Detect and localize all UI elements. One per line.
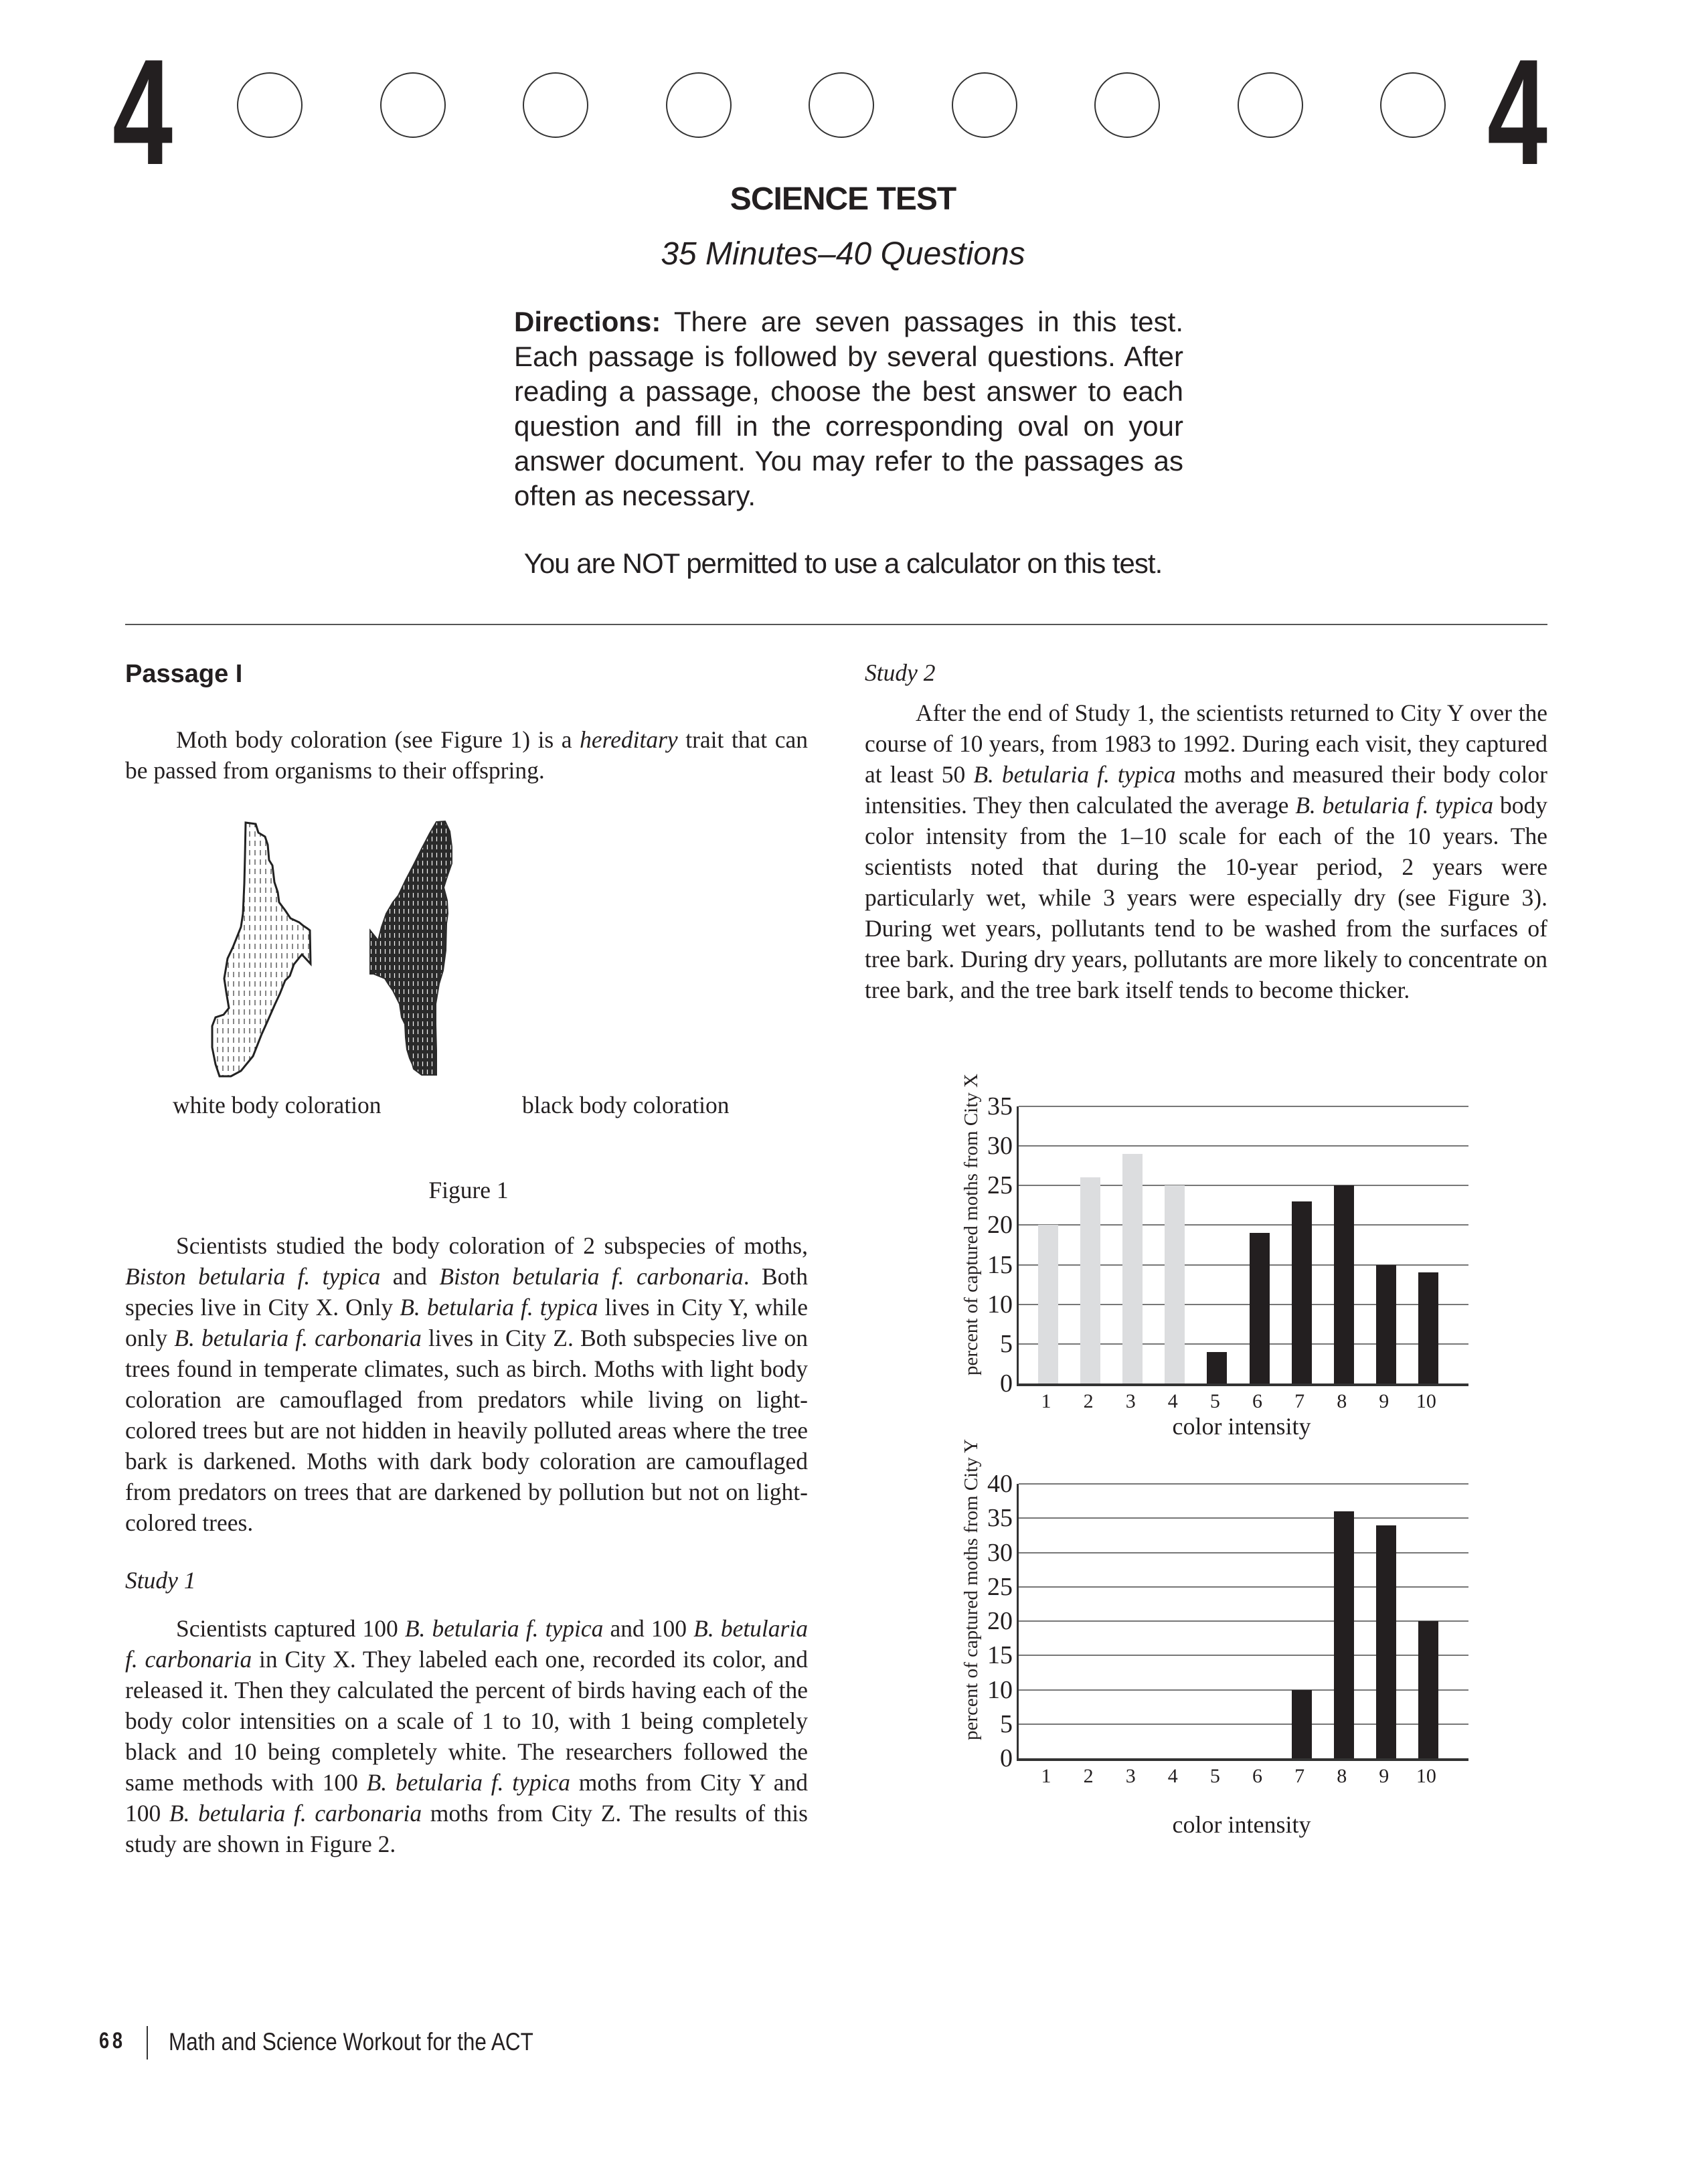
y-axis-label: percent of captured moths from City Y <box>960 1439 982 1740</box>
x-tick-label: 3 <box>1125 1765 1136 1787</box>
x-tick-label: 2 <box>1083 1390 1094 1412</box>
directions <box>514 305 1183 513</box>
page-title: SCIENCE TEST <box>730 181 956 217</box>
y-tick-label: 15 <box>987 1641 1013 1670</box>
footer-separator <box>147 2026 148 2060</box>
answer-oval-icon <box>809 72 874 138</box>
directions-text: There are seven passages in this test. Each passage is followed by several questions. After reading a passage, choose the best answer to each question and fill in the corresponding oval on your answer document. You may refer to the passages as often as necessary. <box>514 306 1183 511</box>
black-coloration-label: black body coloration <box>522 1092 730 1118</box>
x-axis-label: color intensity <box>1172 1413 1311 1440</box>
y-tick-label: 40 <box>987 1470 1013 1498</box>
figure-1 <box>167 803 803 1124</box>
x-tick-label: 5 <box>1209 1765 1220 1787</box>
section-divider <box>125 624 1547 625</box>
study-2-paragraph: After the end of Study 1, the scientists returned to City Y over the course of 10 years, from 1983 to 1992. During each visit, they captured at least 50 B. betularia f. typica moths and measured their body color intensities. They then calculated the average B. betularia f. typica body color intensity from the 1–10 scale for each of the 10 years. The scientists noted that during the 10-year period, 2 years were particularly wet, while 3 years were especially dry (see Figure 3). During wet years, pollutants tend to be washed from the surfaces of tree bark. During dry years, pollutants are more likely to concentrate on tree bark, and the tree bark itself tends to become thicker. <box>865 699 1548 1003</box>
x-tick-label: 4 <box>1167 1765 1178 1787</box>
y-tick-label: 0 <box>1000 1744 1013 1772</box>
passage-title: Passage I <box>125 660 243 688</box>
y-tick-label: 15 <box>987 1250 1013 1279</box>
study-1-paragraph: Scientists captured 100 B. betularia f. typica and 100 B. betularia f. carbonaria in City X. They labeled each one, recorded its color, and released it. Then they calculated the percent of birds having each of the body color intensities on a scale of 1 to 10, with 1 being completely black and 10 being completely white. The researchers followed the same methods with 100 B. betularia f. typica moths from City Y and 100 B. betularia f. carbonaria moths from City Z. The results of this study are shown in Figure 2. <box>125 1615 808 1857</box>
x-tick-label: 7 <box>1294 1390 1305 1412</box>
x-tick-label: 9 <box>1379 1390 1389 1412</box>
x-tick-label: 10 <box>1416 1765 1436 1787</box>
gridline <box>1019 1655 1468 1656</box>
y-tick-label: 25 <box>987 1171 1013 1200</box>
answer-oval-icon <box>380 72 446 138</box>
answer-oval-icon <box>952 72 1017 138</box>
bar <box>1250 1233 1270 1383</box>
bar <box>1292 1201 1312 1383</box>
bar <box>1080 1177 1100 1383</box>
y-tick-label: 35 <box>987 1504 1013 1533</box>
calculator-note: You are NOT permitted to use a calculator on this test. <box>523 548 1163 579</box>
bar <box>1376 1265 1396 1383</box>
y-tick-label: 10 <box>987 1290 1013 1319</box>
gridline <box>1019 1145 1468 1147</box>
answer-oval-icon <box>1238 72 1303 138</box>
bar <box>1122 1154 1143 1383</box>
answer-oval-icon <box>523 72 588 138</box>
gridline <box>1019 1620 1468 1622</box>
y-tick-label: 25 <box>987 1572 1013 1601</box>
chart-plot-area <box>1017 1106 1468 1386</box>
x-tick-label: 3 <box>1125 1390 1136 1412</box>
study-1-heading: Study 1 <box>125 1567 196 1594</box>
y-tick-label: 35 <box>987 1092 1013 1120</box>
x-tick-label: 8 <box>1337 1390 1347 1412</box>
bar <box>1334 1511 1354 1758</box>
gridline <box>1019 1552 1468 1553</box>
gridline <box>1019 1106 1468 1107</box>
y-axis-label: percent of captured moths from City X <box>960 1074 982 1375</box>
black-moth-icon <box>370 821 452 1075</box>
chart-plot-area <box>1017 1484 1468 1761</box>
page-number: 68 <box>99 2028 126 2053</box>
x-tick-label: 1 <box>1041 1765 1051 1787</box>
x-tick-label: 2 <box>1083 1765 1094 1787</box>
bar <box>1165 1185 1185 1383</box>
y-tick-label: 30 <box>987 1538 1013 1567</box>
x-tick-label: 9 <box>1379 1765 1389 1787</box>
background-paragraph: Scientists studied the body coloration of 2 subspecies of moths, Biston betularia f. typica and Biston betularia f. carbonaria. Both species live in City X. Only B. betularia f. typica lives in City Y, while only B. betularia f. carbonaria lives in City Z. Both subspecies live on trees found in temperate climates, such as birch. Moths with light body coloration are camouflaged from predators while living on light-colored trees but are not hidden in heavily polluted areas where the tree bark is darkened. Moths with dark body coloration are camouflaged from predators on trees that are darkened by pollution but not on light-colored trees. <box>125 1232 808 1536</box>
x-axis-label: color intensity <box>1172 1811 1311 1838</box>
x-tick-label: 10 <box>1416 1390 1436 1412</box>
gridline <box>1019 1689 1468 1691</box>
y-tick-label: 5 <box>1000 1709 1013 1738</box>
x-tick-label: 1 <box>1041 1390 1051 1412</box>
figure-2-chart-city-x <box>950 1074 1472 1452</box>
gridline <box>1019 1517 1468 1519</box>
gridline <box>1019 1483 1468 1485</box>
intro-paragraph: Moth body coloration (see Figure 1) is a hereditary trait that can be passed from organisms to their offspring. <box>125 726 808 784</box>
book-title: Math and Science Workout for the ACT <box>169 2028 533 2055</box>
study-2-heading: Study 2 <box>865 659 936 686</box>
bar <box>1376 1525 1396 1759</box>
answer-oval-icon <box>666 72 732 138</box>
y-tick-label: 20 <box>987 1607 1013 1635</box>
answer-oval-icon <box>1094 72 1160 138</box>
bar <box>1334 1185 1354 1383</box>
white-moth-icon <box>212 823 311 1076</box>
figure-2-chart-city-y <box>950 1439 1472 1861</box>
section-number-right: 4 <box>1487 27 1548 196</box>
moth-illustrations <box>167 803 803 1124</box>
section-number-left: 4 <box>112 27 173 196</box>
bar <box>1418 1272 1438 1383</box>
y-tick-label: 10 <box>987 1675 1013 1704</box>
x-tick-label: 8 <box>1337 1765 1347 1787</box>
hereditary-term: hereditary <box>580 726 678 753</box>
answer-oval-icon <box>237 72 303 138</box>
x-tick-label: 6 <box>1252 1765 1262 1787</box>
answer-oval-icon <box>1380 72 1446 138</box>
bar <box>1207 1352 1227 1383</box>
gridline <box>1019 1724 1468 1725</box>
white-coloration-label: white body coloration <box>173 1092 382 1118</box>
x-tick-label: 5 <box>1209 1390 1220 1412</box>
bar <box>1292 1690 1312 1759</box>
x-tick-label: 7 <box>1294 1765 1305 1787</box>
page-subtitle: 35 Minutes–40 Questions <box>661 236 1025 272</box>
y-tick-label: 30 <box>987 1132 1013 1161</box>
x-tick-label: 6 <box>1252 1390 1262 1412</box>
gridline <box>1019 1586 1468 1588</box>
x-tick-label: 4 <box>1167 1390 1178 1412</box>
directions-label: Directions: <box>514 306 661 337</box>
bar <box>1418 1621 1438 1758</box>
y-tick-label: 20 <box>987 1211 1013 1240</box>
bar <box>1038 1225 1058 1383</box>
y-tick-label: 5 <box>1000 1329 1013 1358</box>
figure-1-caption: Figure 1 <box>428 1177 509 1203</box>
y-tick-label: 0 <box>1000 1369 1013 1398</box>
